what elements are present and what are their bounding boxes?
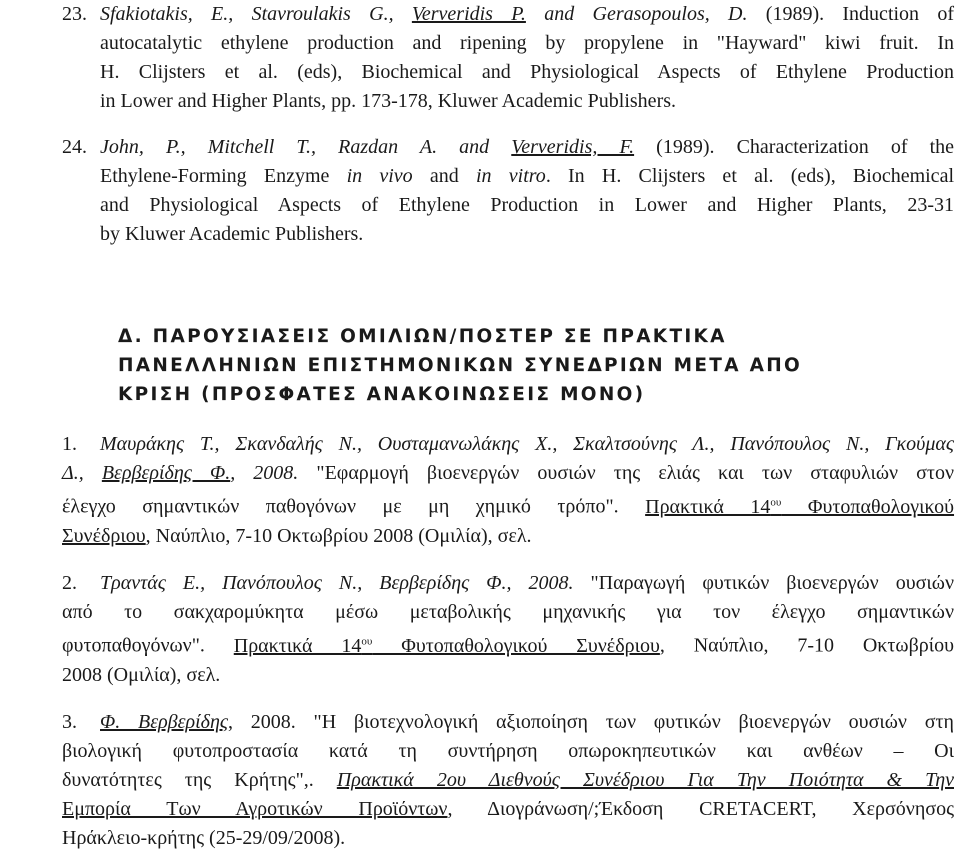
presentation-line bbox=[62, 522, 954, 551]
presentation-3 bbox=[62, 708, 954, 853]
section-heading-line: ΠΑΝΕΛΛΗΝΙΩΝ ΕΠΙΣΤΗΜΟΝΙΚΩΝ ΣΥΝΕΔΡΙΩΝ ΜΕΤΑ ΑΠΟ bbox=[118, 355, 803, 376]
presentation-year: , 2008. bbox=[228, 711, 314, 733]
presentation-1 bbox=[62, 430, 954, 551]
reference-number: 23. bbox=[62, 3, 87, 25]
reference-text: . In H. Clijsters et al. (eds), Biochemical bbox=[545, 165, 954, 187]
presentation-2 bbox=[62, 569, 954, 690]
presentation-line bbox=[62, 627, 954, 661]
presentation-number: 2. bbox=[62, 572, 77, 594]
reference-authors-tail: and Gerasopoulos, D. bbox=[525, 3, 748, 25]
proceedings-name: Φυτοπαθολογικού bbox=[781, 495, 955, 518]
presentation-line bbox=[100, 569, 954, 598]
presentation-author-underlined: Βερβερίδης Φ. bbox=[101, 462, 231, 484]
presentation-line bbox=[100, 430, 954, 459]
presentation-line bbox=[62, 488, 954, 522]
reference-line: and Physiological Aspects of Ethylene Production in Lower and Higher Plants, 23-31 bbox=[100, 194, 954, 216]
presentation-line: Ηράκλειο-κρήτης (25-29/09/2008). bbox=[62, 827, 346, 849]
section-heading-line: ΚΡΙΣΗ (ΠΡΟΣΦΑΤΕΣ ΑΝΑΚΟΙΝΩΣΕΙΣ ΜΟΝΟ) bbox=[118, 384, 646, 405]
presentation-authors: Τραντάς Ε., Πανόπουλος Ν., Βερβερίδης Φ., 2008. bbox=[100, 572, 574, 594]
reference-authors: John, P., Mitchell T., Razdan A. and bbox=[100, 136, 512, 158]
presentation-title: "Παραγωγή φυτικών βιοενεργών ουσιών bbox=[573, 572, 954, 594]
reference-authors: Sfakiotakis, E., Stavroulakis G., bbox=[100, 3, 412, 25]
reference-line: by Kluwer Academic Publishers. bbox=[100, 223, 364, 245]
presentation-line: βιολογική φυτοπροστασία κατά τη συντήρηση οπωροκηπευτικών και ανθέων – Οι bbox=[62, 740, 954, 762]
presentation-title: έλεγχο σημαντικών παθογόνων με μη χημικό τρόπο". bbox=[62, 495, 646, 518]
presentation-year: , 2008. bbox=[230, 462, 317, 484]
presentation-venue: , Διογράνωση/;Έκδοση CRETACERT, Χερσόνησος bbox=[447, 798, 954, 820]
reference-text: Ethylene-Forming Enzyme bbox=[100, 165, 347, 187]
reference-line bbox=[100, 133, 954, 162]
presentation-title: δυνατότητες της Κρήτης",. bbox=[62, 769, 337, 791]
reference-text: and bbox=[412, 165, 476, 187]
reference-line bbox=[100, 0, 954, 29]
reference-line: in Lower and Higher Plants, pp. 173-178, Kluwer Academic Publishers. bbox=[100, 90, 677, 112]
reference-line bbox=[100, 162, 954, 191]
reference-23 bbox=[62, 0, 954, 116]
proceedings-name: Πρακτικά 14 bbox=[645, 495, 771, 518]
reference-line: H. Clijsters et al. (eds), Biochemical and Physiological Aspects of Ethylene Production bbox=[100, 61, 954, 83]
section-heading-line: Δ. ΠΑΡΟΥΣΙΑΣΕΙΣ ΟΜΙΛΙΩΝ/ΠΟΣΤΕΡ ΣΕ ΠΡΑΚΤΙΚΑ bbox=[118, 326, 727, 347]
reference-24 bbox=[62, 133, 954, 249]
reference-italic: in vivo bbox=[346, 165, 413, 187]
presentation-line: 2008 (Ομιλία), σελ. bbox=[62, 663, 221, 686]
ordinal-superscript: ου bbox=[770, 496, 782, 508]
proceedings-name: Συνέδριου bbox=[62, 524, 146, 547]
proceedings-link bbox=[234, 635, 660, 657]
proceedings-name: Εμπορία Των Αγροτικών Προϊόντων bbox=[62, 798, 448, 820]
reference-author-underlined: Ververidis, F. bbox=[511, 136, 635, 158]
reference-text: (1989). Characterization of the bbox=[634, 136, 955, 158]
proceedings-name: Φυτοπαθολογικού Συνέδριου bbox=[372, 634, 660, 657]
presentation-line: από το σακχαρομύκητα μέσω μεταβολικής μηχανικής για τον έλεγχο σημαντικών bbox=[62, 601, 954, 623]
reference-text: (1989). Induction of bbox=[747, 3, 955, 25]
reference-number: 24. bbox=[62, 136, 87, 158]
ordinal-superscript: ου bbox=[361, 635, 373, 647]
presentation-number: 3. bbox=[62, 711, 77, 733]
proceedings-link bbox=[645, 496, 954, 518]
presentation-line bbox=[62, 795, 954, 824]
presentation-title: φυτοπαθογόνων". bbox=[62, 634, 234, 657]
proceedings-name: Πρακτικά 14 bbox=[233, 634, 362, 657]
presentation-authors: Μαυράκης Τ., Σκανδαλής Ν., Ουσταμανωλάκης Χ., Σκαλτσούνης Λ., Πανόπουλος Ν., Γκούμας bbox=[100, 433, 954, 455]
presentation-number: 1. bbox=[62, 433, 77, 455]
presentation-line bbox=[62, 459, 954, 488]
reference-line: autocatalytic ethylene production and ripening by propylene in "Hayward" kiwi fruit. In bbox=[100, 32, 954, 54]
presentation-authors: Δ., bbox=[62, 462, 102, 484]
reference-italic: in vitro bbox=[476, 165, 546, 187]
presentation-author-underlined: Φ. Βερβερίδης bbox=[100, 711, 229, 733]
presentation-title: "Εφαρμογή βιοενεργών ουσιών της ελιάς και των σταφυλιών στον bbox=[316, 462, 954, 484]
section-heading bbox=[118, 322, 948, 409]
presentation-line bbox=[100, 708, 954, 737]
presentation-title: "Η βιοτεχνολογική αξιοποίηση των φυτικών βιοενεργών ουσιών στη bbox=[313, 711, 954, 733]
reference-author-underlined: Ververidis P. bbox=[411, 3, 526, 25]
presentation-venue: , Ναύπλιο, 7-10 Οκτωβρίου bbox=[659, 634, 955, 657]
proceedings-name: Πρακτικά 2ου Διεθνούς Συνέδριου Για Την Ποιότητα & Την bbox=[336, 769, 954, 791]
presentation-venue: , Ναύπλιο, 7-10 Οκτωβρίου 2008 (Ομιλία), σελ. bbox=[145, 524, 532, 547]
presentation-line bbox=[62, 766, 954, 795]
